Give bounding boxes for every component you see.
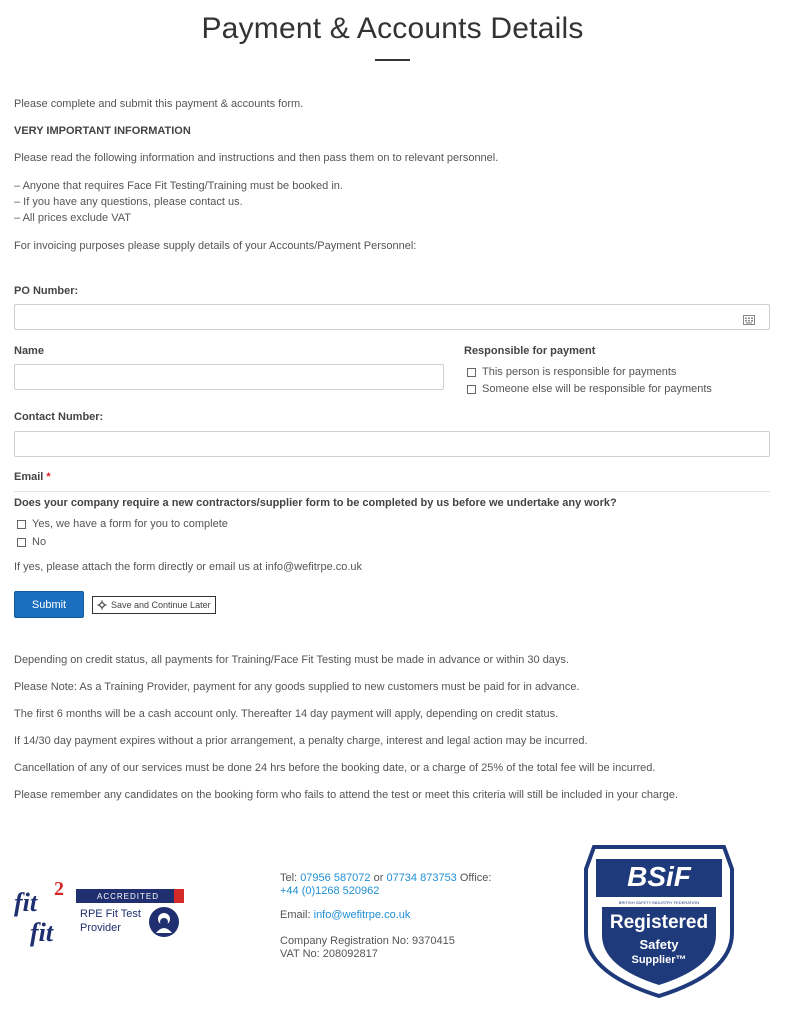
checkbox[interactable] — [17, 538, 26, 547]
logo-brand-bottom: fit — [30, 918, 54, 947]
contact-email-line: Email: info@wefitrpe.co.uk — [280, 909, 411, 921]
name-label: Name — [14, 345, 44, 357]
logo-brand-top: fit — [14, 888, 38, 917]
contact-tel-line: Tel: 07956 587072 or 07734 873753 Office: — [280, 872, 492, 884]
logo-brand-number: 2 — [54, 878, 64, 900]
logo-line: Provider — [80, 922, 121, 934]
contact-number-input[interactable] — [14, 431, 770, 457]
fit2fit-accredited-logo — [14, 880, 204, 960]
contractor-option-yes[interactable] — [17, 518, 228, 530]
vat-number: VAT No: 208092817 — [280, 948, 378, 960]
checkbox[interactable] — [467, 368, 476, 377]
responsible-label: Responsible for payment — [464, 345, 596, 357]
terms-line: The first 6 months will be a cash account only. Thereafter 14 day payment will apply, depending on credit status. — [14, 708, 559, 720]
checkbox[interactable] — [17, 520, 26, 529]
tel-link-2[interactable]: 07734 873753 — [386, 872, 457, 884]
save-icon — [97, 600, 107, 610]
ribbon-tail — [174, 889, 184, 903]
attach-note: If yes, please attach the form directly or email us at info@wefitrpe.co.uk — [14, 561, 363, 573]
terms-line: Cancellation of any of our services must be done 24 hrs before the booking date, or a charge of 25% of the total fee will be incurred. — [14, 762, 656, 774]
po-number-label: PO Number: — [14, 285, 79, 297]
po-number-input[interactable] — [14, 304, 770, 330]
bullet-item: – If you have any questions, please contact us. — [14, 196, 243, 208]
company-registration: Company Registration No: 9370415 — [280, 935, 455, 947]
page-title: Payment & Accounts Details — [201, 12, 584, 45]
save-continue-later-button[interactable] — [92, 596, 216, 614]
checkbox[interactable] — [467, 385, 476, 394]
checkbox-label: Yes, we have a form for you to complete — [32, 518, 228, 530]
contractor-question: Does your company require a new contractors/supplier form to be completed by us before we undertake any work? — [14, 497, 617, 509]
respirator-mask-icon — [148, 906, 180, 943]
email-label: Email * — [14, 471, 51, 483]
responsible-option-this-person[interactable] — [467, 366, 676, 378]
bsif-brand: BSiF — [627, 861, 691, 892]
tel-link-1[interactable]: 07956 587072 — [300, 872, 371, 884]
bullet-item: – Anyone that requires Face Fit Testing/Training must be booked in. — [14, 180, 343, 192]
contact-number-label: Contact Number: — [14, 411, 104, 423]
accredited-ribbon: ACCREDITED — [76, 889, 180, 903]
email-field-underline[interactable] — [14, 491, 770, 492]
important-heading: VERY IMPORTANT INFORMATION — [14, 125, 191, 137]
intro-line: Please complete and submit this payment & accounts form. — [14, 98, 304, 110]
bsif-registered-badge — [582, 843, 736, 999]
checkbox-label: No — [32, 536, 47, 548]
save-button-label: Save and Continue Later — [111, 600, 211, 610]
bsif-small-text: BRITISH SAFETY INDUSTRY FEDERATION — [618, 900, 700, 905]
responsible-option-someone-else[interactable] — [467, 383, 712, 395]
checkbox-label: This person is responsible for payments — [482, 366, 677, 378]
name-input[interactable] — [14, 364, 444, 390]
contractor-option-no[interactable] — [17, 536, 46, 548]
invoicing-line: For invoicing purposes please supply details of your Accounts/Payment Personnel: — [14, 240, 417, 252]
terms-line: Please Note: As a Training Provider, payment for any goods supplied to new customers must be paid for in advance. — [14, 681, 580, 693]
office-phone-link[interactable]: +44 (0)1268 520962 — [280, 885, 380, 897]
required-marker: * — [46, 471, 51, 483]
terms-line: Depending on credit status, all payments for Training/Face Fit Testing must be made in advance or within 30 days. — [14, 654, 569, 666]
bsif-line: Registered — [609, 912, 709, 933]
terms-line: Please remember any candidates on the booking form who fails to attend the test or meet this criteria will still be included in your charge. — [14, 789, 679, 801]
email-link[interactable]: info@wefitrpe.co.uk — [313, 909, 411, 921]
checkbox-label: Someone else will be responsible for payments — [482, 383, 712, 395]
terms-line: If 14/30 day payment expires without a prior arrangement, a penalty charge, interest and legal action may be incurred. — [14, 735, 588, 747]
bsif-line: Supplier™ — [631, 954, 687, 966]
bullet-item: – All prices exclude VAT — [14, 212, 131, 224]
bsif-line: Safety — [639, 937, 679, 952]
submit-button[interactable]: Submit — [14, 591, 84, 618]
logo-line: RPE Fit Test — [80, 908, 141, 920]
instructions-line: Please read the following information and instructions and then pass them on to relevant personnel. — [14, 152, 499, 164]
title-underline — [375, 59, 410, 61]
keyboard-icon — [743, 312, 755, 330]
